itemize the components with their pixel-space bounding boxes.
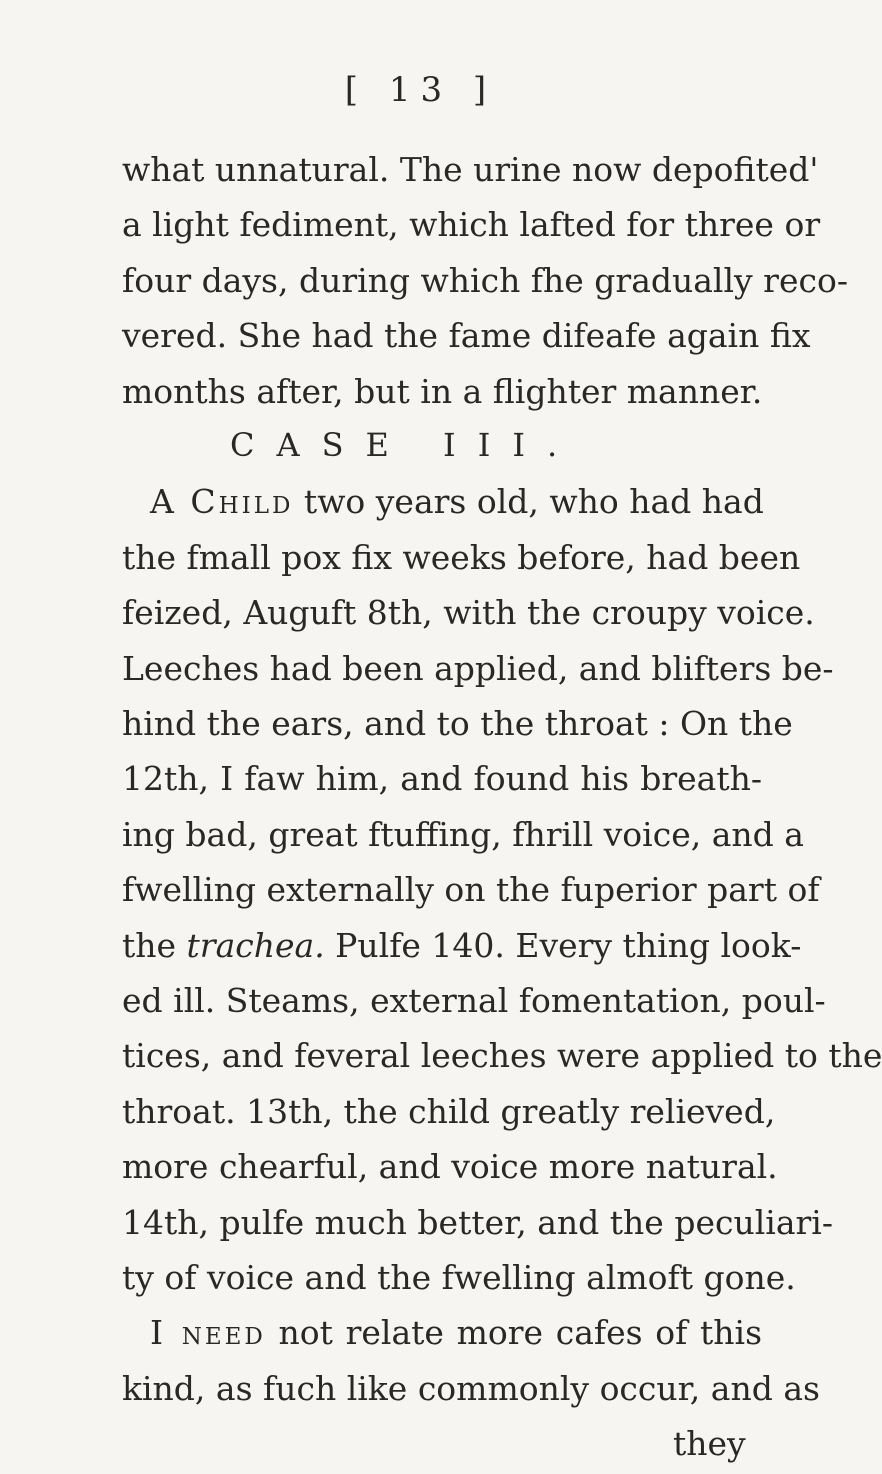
text-line: months after, but in a flighter manner. [122, 371, 763, 411]
text-line: vered. She had the fame difeafe again fix [122, 316, 811, 356]
lead-small-caps: A Child [150, 482, 294, 522]
text-line: the fmall pox fix weeks before, had been [122, 537, 801, 577]
text-line: more chearful, and voice more natural. [122, 1147, 778, 1187]
text-line [122, 916, 802, 976]
text-line: ed ill. Steams, external fomentation, poul- [122, 981, 826, 1020]
text-line: what unnatural. The urine now depofited' [122, 150, 819, 189]
text-line: four days, during which fhe gradually reco- [122, 260, 848, 300]
text-line [150, 472, 762, 532]
page-number: [ 13 ] [344, 70, 497, 110]
catchword: they [673, 1424, 746, 1464]
text-line: 12th, I faw him, and found his breath- [122, 759, 762, 799]
line-pre: the [122, 925, 187, 965]
text-line: throat. 13th, the child greatly relieved, [122, 1091, 776, 1131]
text-line: fwelling externally on the fuperior part of [122, 870, 820, 910]
text-line: ty of voice and the fwelling almoft gone. [122, 1258, 796, 1297]
text-line [150, 1303, 762, 1363]
text-line: 14th, pulfe much better, and the peculiari- [122, 1202, 833, 1242]
text-line: hind the ears, and to the throat : On the [122, 704, 793, 743]
text-line: ing bad, great ftuffing, fhrill voice, and a [122, 814, 804, 854]
text-line: a light fediment, which lafted for three or [122, 205, 821, 245]
line-text: not relate more cafes of this [265, 1313, 762, 1353]
line-text: Pulfe 140. Every thing look- [324, 925, 802, 965]
italic-term: trachea. [186, 925, 325, 965]
line-text: two years old, who had had [293, 482, 764, 522]
section-heading: CASE III. [230, 426, 580, 464]
text-line: tices, and feveral leeches were applied to the [122, 1036, 882, 1076]
text-line: Leeches had been applied, and blifters be- [122, 648, 834, 688]
lead-small-caps: I need [150, 1313, 266, 1353]
text-line: feized, Auguft 8th, with the croupy voice. [122, 593, 815, 633]
text-line: kind, as fuch like commonly occur, and as [122, 1368, 820, 1408]
